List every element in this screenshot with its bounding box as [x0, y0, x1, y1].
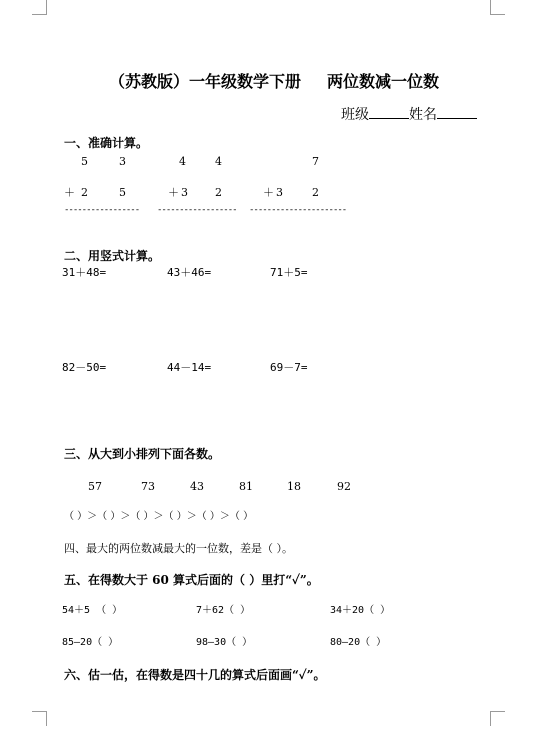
problem3-line: ---------------------- [249, 205, 347, 215]
vertical-calc-6: 69－7= [270, 361, 308, 374]
crop-mark-top-left [32, 0, 47, 15]
title-part2: 两位数减一位数 [327, 72, 440, 91]
problem3-top: 7 [312, 155, 319, 168]
problem2-sign: ＋ [168, 186, 179, 199]
problem3-bottom2: 2 [312, 186, 319, 199]
problem1-bottom2: 5 [119, 186, 126, 199]
vertical-calc-4: 82－50= [62, 361, 107, 374]
section4-question: 四、最大的两位数减最大的一位数，差是（ ）。 [64, 542, 293, 555]
problem2-bottom2: 2 [215, 186, 222, 199]
sort-number-5: 18 [287, 480, 301, 493]
crop-mark-bottom-right [490, 711, 505, 726]
order-row[interactable]: （ ）＞（ ）＞（ ）＞（ ）＞（ ）＞（ ） [64, 511, 254, 522]
problem1-top: 5 [81, 155, 88, 168]
section2-heading: 二、用竖式计算。 [64, 249, 161, 263]
problem1-line: ----------------- [64, 205, 140, 215]
name-label: 姓名 [409, 107, 437, 123]
problem1-bottom: 2 [81, 186, 88, 199]
class-blank[interactable] [369, 106, 409, 119]
crop-mark-top-right [490, 0, 505, 15]
vertical-calc-3: 71＋5= [270, 266, 308, 279]
sort-number-1: 57 [88, 480, 102, 493]
class-label: 班级 [341, 107, 369, 123]
check-item-5[interactable]: 98—30（ ） [196, 637, 253, 648]
vertical-calc-5: 44－14= [167, 361, 212, 374]
problem2-top: 4 [179, 155, 186, 168]
sort-number-3: 43 [190, 480, 204, 493]
sort-number-4: 81 [239, 480, 253, 493]
problem2-bottom: 3 [181, 186, 188, 199]
check-item-1[interactable]: 54＋5 （ ） [62, 605, 123, 616]
problem2-line: ------------------ [157, 205, 237, 215]
problem2-top2: 4 [215, 155, 222, 168]
class-name-line [341, 106, 477, 122]
check-item-4[interactable]: 85—20（ ） [62, 637, 119, 648]
check-item-2[interactable]: 7＋62（ ） [196, 605, 251, 616]
sort-number-2: 73 [141, 480, 155, 493]
problem1-top2: 3 [119, 155, 126, 168]
vertical-calc-2: 43＋46= [167, 266, 212, 279]
section5-heading: 五、在得数大于 60 算式后面的（ ）里打“✓”。 [64, 573, 319, 587]
section3-heading: 三、从大到小排列下面各数。 [64, 447, 221, 461]
check-item-6[interactable]: 80—20（ ） [330, 637, 387, 648]
vertical-calc-1: 31＋48= [62, 266, 107, 279]
name-blank[interactable] [437, 106, 477, 119]
title-part1: （苏教版）一年级数学下册 [109, 72, 302, 91]
sort-number-6: 92 [337, 480, 351, 493]
check-item-3[interactable]: 34＋20（ ） [330, 605, 391, 616]
problem1-sign: ＋ [64, 186, 75, 199]
problem3-sign: ＋ [263, 186, 274, 199]
crop-mark-bottom-left [32, 711, 47, 726]
problem3-bottom: 3 [276, 186, 283, 199]
section1-heading: 一、准确计算。 [64, 136, 149, 150]
section6-heading: 六、估一估，在得数是四十几的算式后面画“✓”。 [64, 668, 326, 682]
page-title [109, 74, 439, 90]
